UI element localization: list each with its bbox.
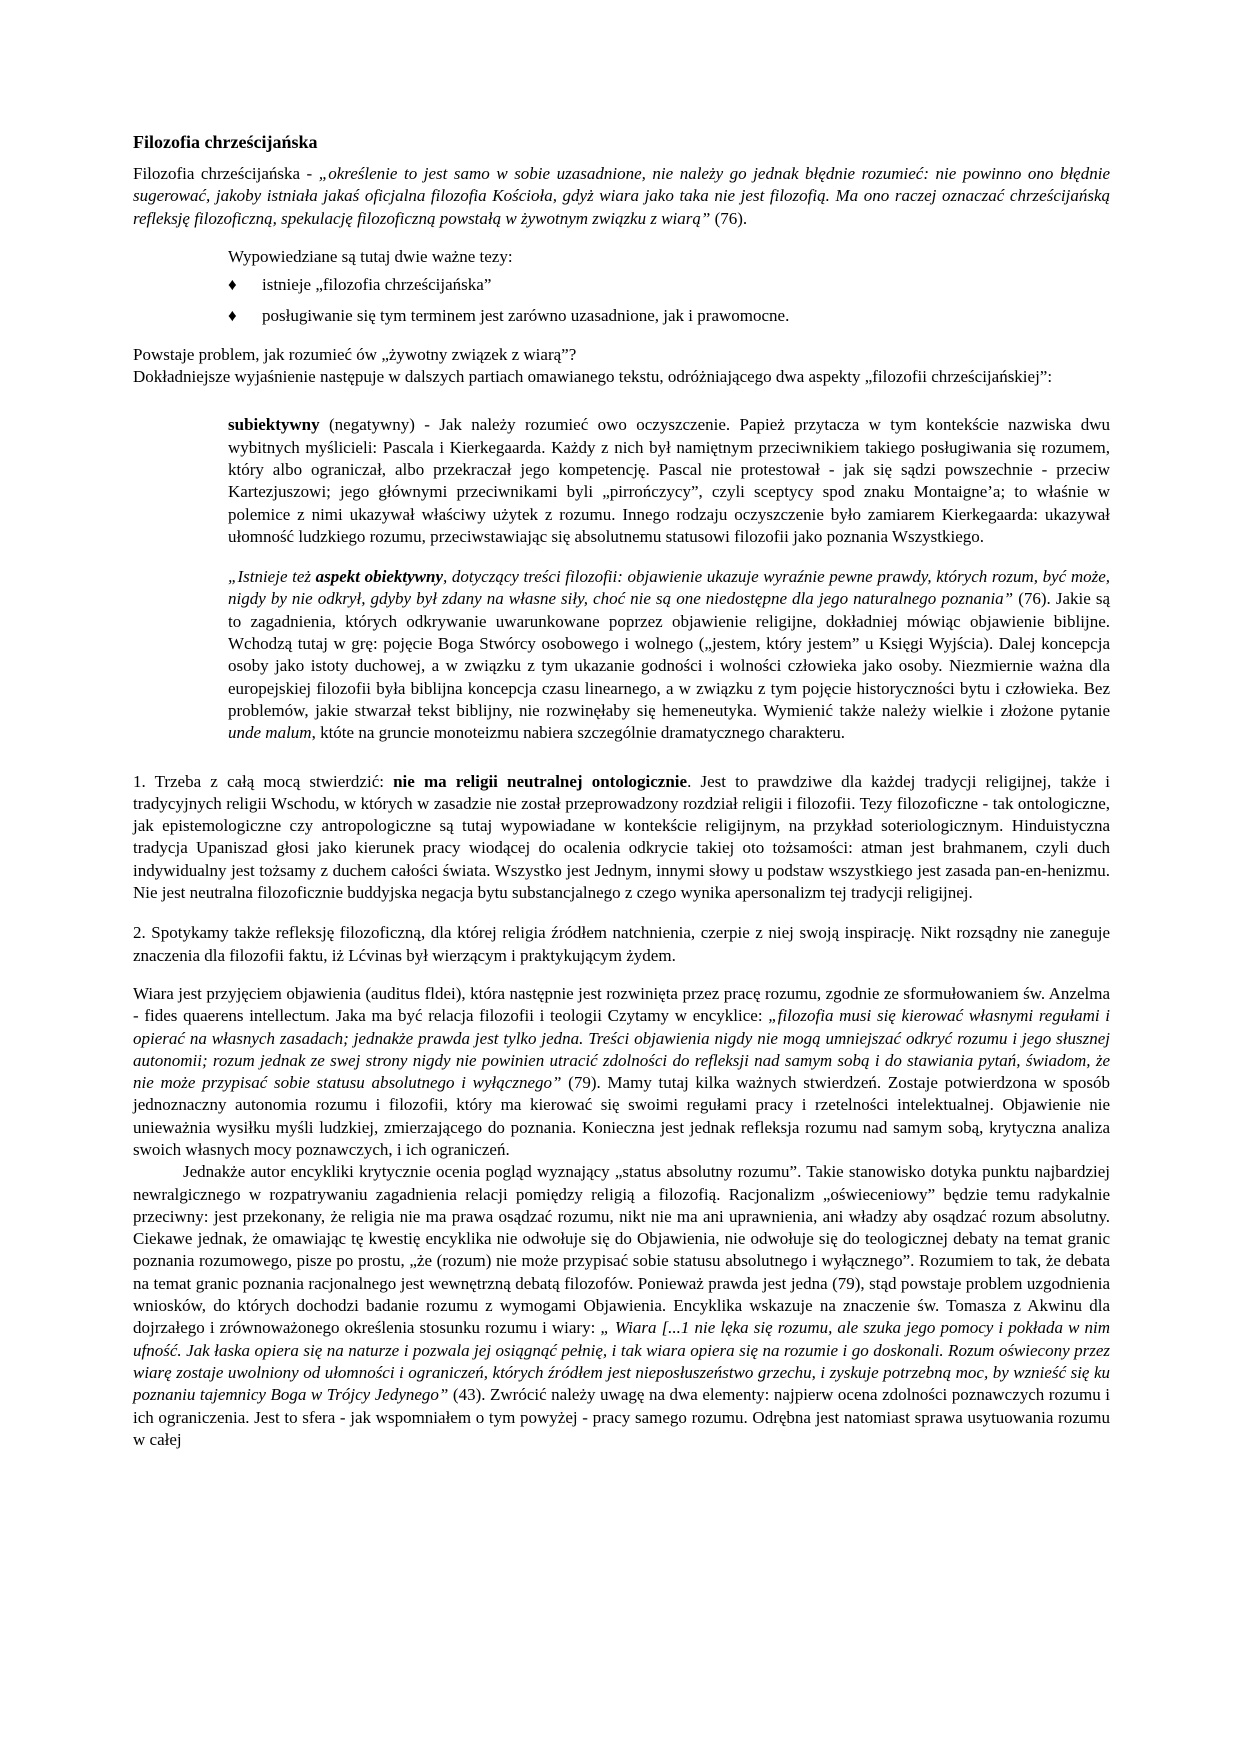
diamond-bullet-icon: ♦ bbox=[228, 306, 237, 326]
list-item bbox=[228, 305, 1110, 327]
document-title: Filozofia chrześcijańska bbox=[133, 132, 318, 152]
text-run: (79). Mamy tutaj kilka ważnych stwierdzeń. Zostaje potwierdzona w sposób jednoznaczny autonomia rozumu i filozofii, który ma kierować się swoimi regułami pracy i rzetelności intelektualnej. Objawienie nie unieważnia wysiłku myśli ludzkiej, zmierzającego do poznania. Konieczna jest jednak refleksja rozumu nad samym sobą, krytyczna analiza swoich własnych mocy poznawczych, i ich ograniczeń. bbox=[133, 1073, 1111, 1159]
text-run: Jednakże autor encykliki krytycznie ocenia pogląd wyznający „status absolutny rozumu”. Takie stanowisko dotyka punktu najbardziej newralgicznego w rozpatrywaniu zagadnienia relacji pomiędzy religią a filozofią. Racjonalizm „oświeceniowy” będzie temu radykalnie przeciwny: jest przekonany, że religia nie ma prawa osądzać rozumu, nikt nie ma ani uprawnienia, ani władzy aby osądzać rozum absolutny. Ciekawe jednak, że omawiając tę kwestię encyklika nie odwołuje się do Objawienia, nie odwołuje się do teologicznej debaty na temat granic poznania rozumowego, pisze po prostu, „że (rozum) nie może przypisać sobie statusu absolutnego i wyłącznego”. Rozumiem to tak, że debata na temat granic poznania racjonalnego jest wewnętrzną debatą filozofów. Ponieważ prawda jest jedna (79), stąd powstaje problem uzgodnienia wniosków, do których dochodzi badanie rozumu z wymogami Objawienia. Encyklika wskazuje na znaczenie św. Tomasza z Akwinu dla dojrzałego i zrównoważonego określenia stosunku rozumu i wiary: bbox=[133, 1162, 1110, 1338]
text-run: . Jest to prawdziwe dla każdej tradycji religijnej, także i tradycyjnych religii Wschodu, w których w zasadzie nie został przeprowadzony rozdział religii i filozofii. Tezy filozoficzne - tak ontologiczne, jak epistemologiczne czy antropologiczne są tutaj wypowiadane w kontekście religijnym, na przykład soteriologicznym. Hinduistyczna tradycja Upaniszad głosi jako kierunek pracy wiodącej do ocalenia odkrycie takiej oto tożsamości: atman jest brahmanem, czyli duch indywidualny jest tożsamy z duchem całości świata. Wszystko jest Jednym, innymi słowy u podstaw wszystkiego jest zasada pan-en-henizmu. Nie jest neutralna filozoficznie buddyjska negacja bytu substancjalnego z czego wynika apersonalizm tej tradycji religijnej. bbox=[133, 771, 1111, 903]
faith-paragraph bbox=[133, 983, 1110, 1161]
subjective-aspect-paragraph bbox=[228, 414, 1110, 548]
text-run: 2. Spotykamy także refleksję filozoficzną, dla której religia źródłem natchnienia, czerpie z niej swoją inspirację. Nikt rozsądny nie zaneguje znaczenia dla filozofii faktu, iż Lćvinas był wierzącym i praktykującym żydem. bbox=[133, 923, 1110, 965]
text-run: „określenie to jest samo w sobie uzasadnione, nie należy go jednak błędnie rozumieć: nie powinno ono błędnie sugerować, jakoby istniała jakaś oficjalna filozofia Kościoła, gdyż wiara jako taka nie jest filozofią. Ma ono raczej oznaczać chrześcijańską refleksję filozoficzną, spekulację filozoficzną powstałą w żywotnym związku z wiarą” bbox=[133, 164, 1110, 228]
text-run: (76). Jakie są to zagadnienia, których odkrywanie uwarunkowane poprzez objawienie religijne, dokładniej mówiąc objawienie biblijne. Wchodzą tutaj w grę: pojęcie Boga Stwórcy osobowego i wolnego („jestem, który jestem” u Księgi Wyjścia). Dalej koncepcja osoby jako istoty duchowej, a w związku z tym ukazanie godności i wolności człowieka jako osoby. Niezmiernie ważna dla europejskiej filozofii była biblijna koncepcja czasu linearnego, a w związku z tym pojęcie historyczności bytu i człowieka. Bez problemów, jakie stwarzał tekst biblijny, nie rozwinęłaby się hemeneutyka. Wymienić także należy wielkie i złożone pytanie bbox=[228, 589, 1110, 720]
text-run: subiektywny bbox=[228, 415, 320, 435]
text-run: unde malum bbox=[228, 723, 312, 743]
text-run: , któte na gruncie monoteizmu nabiera szczególnie dramatycznego charakteru. bbox=[311, 723, 845, 743]
text-run: Wiara jest przyjęciem objawienia (auditus fldei), która następnie jest rozwinięta przez pracę rozumu, zgodnie ze sformułowaniem św. Anzelma - fides quaerens intellectum. Jaka ma być relacja filozofii i teologii Czytamy w encyklice: bbox=[133, 983, 1110, 1026]
intro-paragraph bbox=[133, 163, 1110, 230]
text-run: nie ma religii neutralnej ontologicznie bbox=[393, 771, 688, 791]
point1-paragraph bbox=[133, 771, 1110, 905]
text-run: „filozofia musi się kierować własnymi regułami i opierać na własnych zasadach; jednakże prawda jest tylko jedna. Treści objawienia nigdy nie mogą umniejszać odkryć rozumu i jego słusznej autonomii; rozum jednak ze swej strony nigdy nie powinien utracić zdolności do refleksji nad samym sobą i do stawiania pytań, świadom, że nie może przypisać sobie statusu absolutnego i wyłącznego” bbox=[133, 1006, 1110, 1093]
text-run: 1. Trzeba z całą mocą stwierdzić: bbox=[133, 771, 394, 791]
encyclical-critique-paragraph bbox=[133, 1161, 1110, 1451]
theses-lead: Wypowiedziane są tutaj dwie ważne tezy: bbox=[228, 246, 513, 266]
text-run: (negatywny) - Jak należy rozumieć owo oczyszczenie. Papież przytacza w tym kontekście nazwiska dwu wybitnych myślicieli: Pascala i Kierkegaarda. Każdy z nich był namiętnym przeciwnikiem takiego posługiwania się rozumem, który albo ograniczał, albo przekraczał jego kompetencję. Pascal nie protestował - jak się sądzi powszechnie - przeciw Kartezjuszowi; jego głównymi przeciwnikami byli „pirrończycy”, czyli sceptycy spod znaku Montaigne’a; to właśnie w polemice z nimi ukazywał właściwy użytek z rozumu. Innego rodzaju oczyszczenie było zamiarem Kierkegaarda: ukazywał ułomność ludzkiego rozumu, przeciwstawiając się absolutnemu statusowi filozofii jako poznania Wszystkiego. bbox=[228, 415, 1110, 546]
list-item bbox=[228, 274, 1110, 296]
text-run: (76). bbox=[710, 208, 748, 228]
text-run: Filozofia chrześcijańska - bbox=[133, 164, 319, 183]
text-run: (43). Zwrócić należy uwagę na dwa elementy: najpierw ocena zdolności poznawczych rozumu i ich ograniczenia. Jest to sfera - jak wspomniałem o tym powyżej - pracy samego rozumu. Odrębna jest natomiast sprawa usytuowania rozumu w całej bbox=[133, 1385, 1110, 1449]
problem-continuation: Dokładniejsze wyjaśnienie następuje w dalszych partiach omawianego tekstu, odróżniającego dwa aspekty „filozofii chrześcijańskiej”: bbox=[133, 367, 1053, 387]
list-item-text: istnieje „filozofia chrześcijańska” bbox=[262, 275, 492, 295]
list-item-text: posługiwanie się tym terminem jest zarówno uzasadnione, jak i prawomocne. bbox=[262, 306, 790, 326]
text-run: „Istnieje też bbox=[228, 567, 316, 587]
text-run: aspekt obiektywny bbox=[315, 567, 444, 587]
text-run: , dotyczący treści filozofii: objawienie ukazuje wyraźnie pewne prawdy, których rozum, być może, nigdy by nie odkrył, gdyby był zdany na własne siły, choć nie są one niedostępne dla jego naturalnego poznania” bbox=[228, 567, 1111, 609]
text-run: „ Wiara [...1 nie lęka się rozumu, ale szuka jego pomocy i pokłada w nim ufność. Jak łaska opiera się na naturze i pozwala jej osiągnąć pełnię, i tak wiara opiera się na rozumie i go doskonali. Rozum oświecony przez wiarę zostaje uwolniony od ułomności i ograniczeń, których źródłem jest nieposłuszeństwo grzechu, i zyskuje potrzebną moc, by wznieść się ku poznaniu tajemnicy Boga w Trójcy Jedynego” bbox=[133, 1318, 1110, 1405]
point2-paragraph bbox=[133, 922, 1110, 967]
problem-question: Powstaje problem, jak rozumieć ów „żywotny związek z wiarą”? bbox=[133, 344, 577, 364]
objective-aspect-paragraph bbox=[228, 566, 1110, 744]
diamond-bullet-icon: ♦ bbox=[228, 275, 237, 295]
